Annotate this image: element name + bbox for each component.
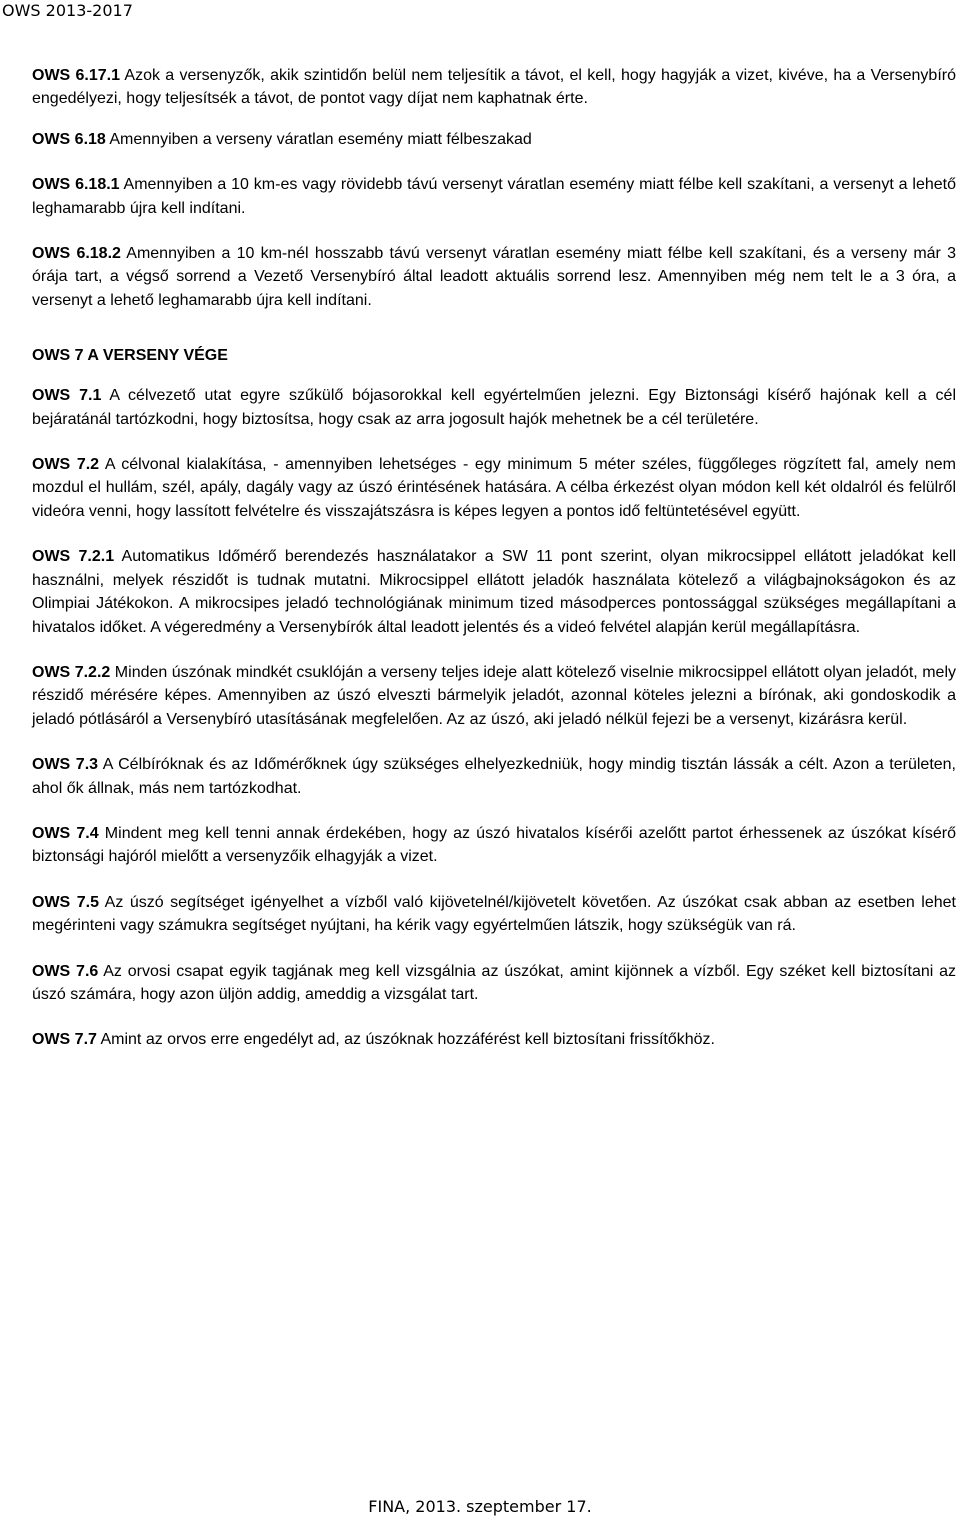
rule-text: Amennyiben a 10 km-nél hosszabb távú versenyt váratlan esemény miatt félbe kell szakítani, és a verseny már 3 órája tart, a végső sorrend a Vezető Versenybíró által leadott aktuális sorrend lesz. Amennyiben még nem telt le a 3 óra, a versenyt a lehető leghamarabb újra kell indítani.	[32, 245, 957, 309]
rule-7-5	[32, 891, 956, 938]
rule-code: OWS 7.5	[32, 893, 99, 911]
rule-code: OWS 7.6	[32, 962, 99, 980]
rule-text: A célvonal kialakítása, - amennyiben lehetséges - egy minimum 5 méter széles, függőleges rögzített fal, amely nem mozdul el hullám, szél, apály, dagály vagy az úszó érintésének hatására. A célba érkezést olyan módon kell két oldalról és felülről videóra venni, hogy lassított felvételre és visszajátszásra is képes legyen a pontos idő feltüntetésével együtt.	[32, 456, 957, 520]
page-header: OWS 2013-2017	[2, 1, 133, 20]
rule-text: Az orvosi csapat egyik tagjának meg kell vizsgálnia az úszókat, amint kijönnek a vízből. Egy széket kell biztosítani az úszó számára, hogy azon üljön addig, ameddig a vizsgálat tart.	[32, 962, 957, 1003]
rule-7-6	[32, 960, 956, 1007]
rule-7-2-1	[32, 545, 956, 639]
rule-code: OWS 6.18.1	[32, 176, 120, 194]
rule-text: Mindent meg kell tenni annak érdekében, hogy az úszó hivatalos kísérői azelőtt partot érhessenek az úszókat kísérő biztonsági hajóról mielőtt a versenyzőik elhagyják a vizet.	[32, 824, 957, 866]
page-footer: FINA, 2013. szeptember 17.	[368, 1497, 592, 1516]
rule-code: OWS 7.3	[32, 756, 99, 774]
rule-6-18	[32, 128, 956, 151]
rule-7-1	[32, 384, 956, 431]
rule-code: OWS 6.17.1	[32, 67, 120, 84]
rule-text: Automatikus Időmérő berendezés használatakor a SW 11 pont szerint, olyan mikrocsippel ellátott jeladókat kell használni, melyek részidőt is tudnak mutatni. Mikrocsippel ellátott jeladók használata kötelező a világbajnokságokon és az Olimpiai Játékokon. A mikrocsipes jeladó technológiának minimum tized másodperces pontossággal szükséges megállapítani a hivatalos időket. A végeredmény a Versenybírók által leadott jelentés és a videó felvétel alapján kerül megállapításra.	[32, 548, 957, 636]
rule-6-17-1	[32, 64, 956, 111]
section-title: OWS 7 A VERSENY VÉGE	[32, 347, 228, 365]
rule-code: OWS 7.1	[32, 387, 102, 405]
rule-code: OWS 7.7	[32, 1031, 97, 1049]
rule-code: OWS 6.18	[32, 130, 106, 148]
rule-text: Amennyiben a 10 km-es vagy rövidebb távú versenyt váratlan esemény miatt félbe kell szakítani, a versenyt a lehető leghamarabb újra kell indítani.	[32, 176, 957, 217]
rule-7-2	[32, 453, 956, 523]
rule-7-4	[32, 822, 956, 869]
rule-text: Minden úszónak mindkét csuklóján a verseny teljes ideje alatt kötelező viselnie mikrocsippel ellátott olyan jeladót, mely részidő mérésére képes. Amennyiben az úszó elveszti bármelyik jeladót, azonnal köteles jelezni a bírónak, aki gondoskodik a jeladó pótlásáról a Versenybíró utasításának megfelelően. Az az úszó, aki jeladó nélkül fejezi be a versenyt, kizárásra kerül.	[32, 663, 957, 728]
rule-text: A Célbíróknak és az Időmérőknek úgy szükséges elhelyezkedniük, hogy mindig tisztán lássák a célt. Azon a területen, ahol ők állnak, más nem tartózkodhat.	[32, 756, 957, 797]
rule-text: Amint az orvos erre engedélyt ad, az úszóknak hozzáférést kell biztosítani frissítőkhöz.	[96, 1031, 715, 1049]
rule-6-18-2	[32, 242, 956, 312]
rule-7-3	[32, 753, 956, 800]
rule-code: OWS 7.2.1	[32, 548, 115, 566]
rule-6-18-1	[32, 173, 956, 220]
rule-7-7	[32, 1028, 956, 1051]
document-body	[32, 64, 956, 1052]
rule-code: OWS 6.18.2	[32, 245, 121, 263]
rule-text: Amennyiben a verseny váratlan esemény miatt félbeszakad	[105, 130, 532, 148]
rule-text: Az úszó segítséget igényelhet a vízből való kijövetelnél/kijövetelt követően. Az úszókat csak abban az esetben lehet megérinteni vagy számukra segítséget nyújtani, ha kérik vagy egyértelműen látszik, hogy szükségük van rá.	[32, 893, 956, 935]
rule-text: Azok a versenyzők, akik szintidőn belül nem teljesítik a távot, el kell, hogy hagyják a vizet, kivéve, ha a Versenybíró engedélyezi, hogy teljesítsék a távot, de pontot vagy díjat nem kaphatnak érte.	[32, 67, 956, 108]
rule-7-2-2	[32, 661, 956, 731]
rule-code: OWS 7.4	[32, 824, 99, 842]
rule-text: A célvezető utat egyre szűkülő bójasorokkal kell egyértelműen jelezni. Egy Biztonsági kísérő hajónak kell a cél bejáratánál tartózkodni, hogy biztosítsa, hogy csak az arra jogosult hajók mehetnek be a cél területére.	[32, 387, 957, 428]
rule-code: OWS 7.2	[32, 456, 100, 474]
rule-code: OWS 7.2.2	[32, 663, 111, 681]
